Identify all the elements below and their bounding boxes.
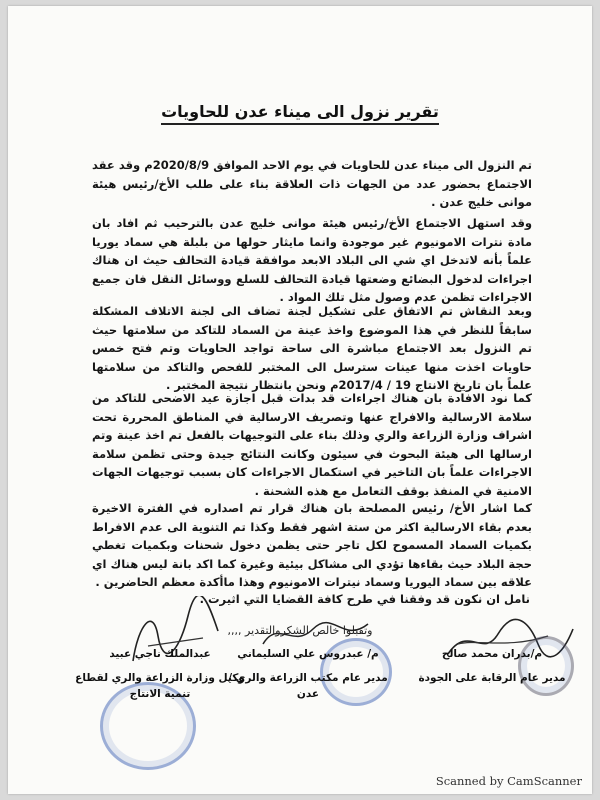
scanner-watermark: Scanned by CamScanner (435, 774, 582, 788)
signatory-name: م/بدران محمد صالح (441, 648, 543, 660)
signatory-role-line-2: تنمية الانتاج (129, 688, 191, 700)
title-text: تقرير نزول الى ميناء عدن للحاويات (161, 102, 439, 125)
signatory-role: وكيل وزارة الزراعة والري لقطاع (75, 672, 245, 684)
paragraph-1: تم النزول الى ميناء عدن للحاويات في يوم الاحد الموافق 2020/8/9م وقد عقد الاجتماع بحضور عدد من الجهات ذات العلاقة بناء على طلب الأخ/رئيس هيئة موانى خليج عدن . (92, 158, 532, 209)
signature-block-quality (402, 646, 582, 686)
paragraph-5: كما اشار الأخ/ رئيس المصلحة بان هناك قرار تم اصداره في الفترة الاخيرة بعدم بقاء الارسالية اكثر من ستة اشهر فقط وكذا تم التنوية الى عدم الافراط بكميات السماد المسموح لكل تاجر حتى يظمن دخول شحنات وبكميات تغطي حجة البلاد حيث بقاءها تؤدي الى مشاكل بيئية وغيرة كما اكد بانة ليس هناك اي علاقه بين سماد اليوريا وسماد نيترات الامونيوم وهذا ماأكدة معظم الحاضرين . (92, 501, 532, 589)
signature-block-deputy-minister (70, 646, 250, 702)
paragraph-3: وبعد النقاش تم الاتفاق على تشكيل لجنة تضاف الى لجنة الاتلاف المشكلة سابقاً للنظر في هذا الموضوع واخذ عينة من السماد للتاكد من سلامتها حيث تم النزول بعد الاجتماع مباشرة الى ساحة تواجد الحاويات وتم فتح خمس حاويات اخذت منها عينات سترسل الى المختبر للفحص والتاكد من سلامتها علماً بان تاريخ الانتاج 19 / 2017/4م ونحن بانتظار نتيجة المختبر . (92, 304, 532, 392)
thanks-line: وتقبلوا خالص الشكروالتقدير ,,,, (227, 624, 373, 637)
signatory-name: عبدالملك ناجي عبيد (109, 648, 211, 660)
closing-line: نامل ان نكون قد وفقنا في طرح كافة القضايا التي اثيرت . (199, 592, 530, 606)
paragraph-2: وقد استهل الاجتماع الأخ/رئيس هيئة موانى خليج عدن بالترحيب ثم افاد بان مادة نترات الامونيوم غير موجودة وانما مايثار حولها من بلبلة هي سماد يوريا علماً بأنه لاتدخل اي شي الى البلاد الابعد موافقة قيادة التحالف حيث ان هناك اجراءات لدخول البضائع وضعتها قيادة التحالف للسلع ووسائل النقل فان جميع الاجراءات تظمن عدم وصول مثل تلك المواد . (92, 216, 532, 304)
document-page (8, 6, 592, 794)
signatory-role: مدير عام مكتب الزراعة والري / عدن (228, 672, 388, 700)
signatory-role: مدير عام الرقابة على الجودة (418, 672, 566, 684)
document-title (8, 102, 592, 121)
signatory-name: م/ عبدروس علي السليماني (237, 648, 379, 660)
paragraph-4: كما نود الافادة بان هناك اجراءات قد بدات قبل اجازة عيد الاضحى للتاكد من سلامة الارسالية والافراج عنها وتصريف الارسالية في المناطق المحررة تحت اشراف وزارة الزراعة والري وذلك بناء على التوجيهات بالفعل تم اخذ عينة وتم ارسالها الى هيئة البحوث في سيئون وكانت النتائج جيدة وحتى تظمن سلامة الاجراءات علماً بان التاخير في استكمال الاجراءات كان بسبب توجيهات الجهات الامنية في المنفذ بوقف التعامل مع هذه الشحنة . (92, 391, 532, 498)
